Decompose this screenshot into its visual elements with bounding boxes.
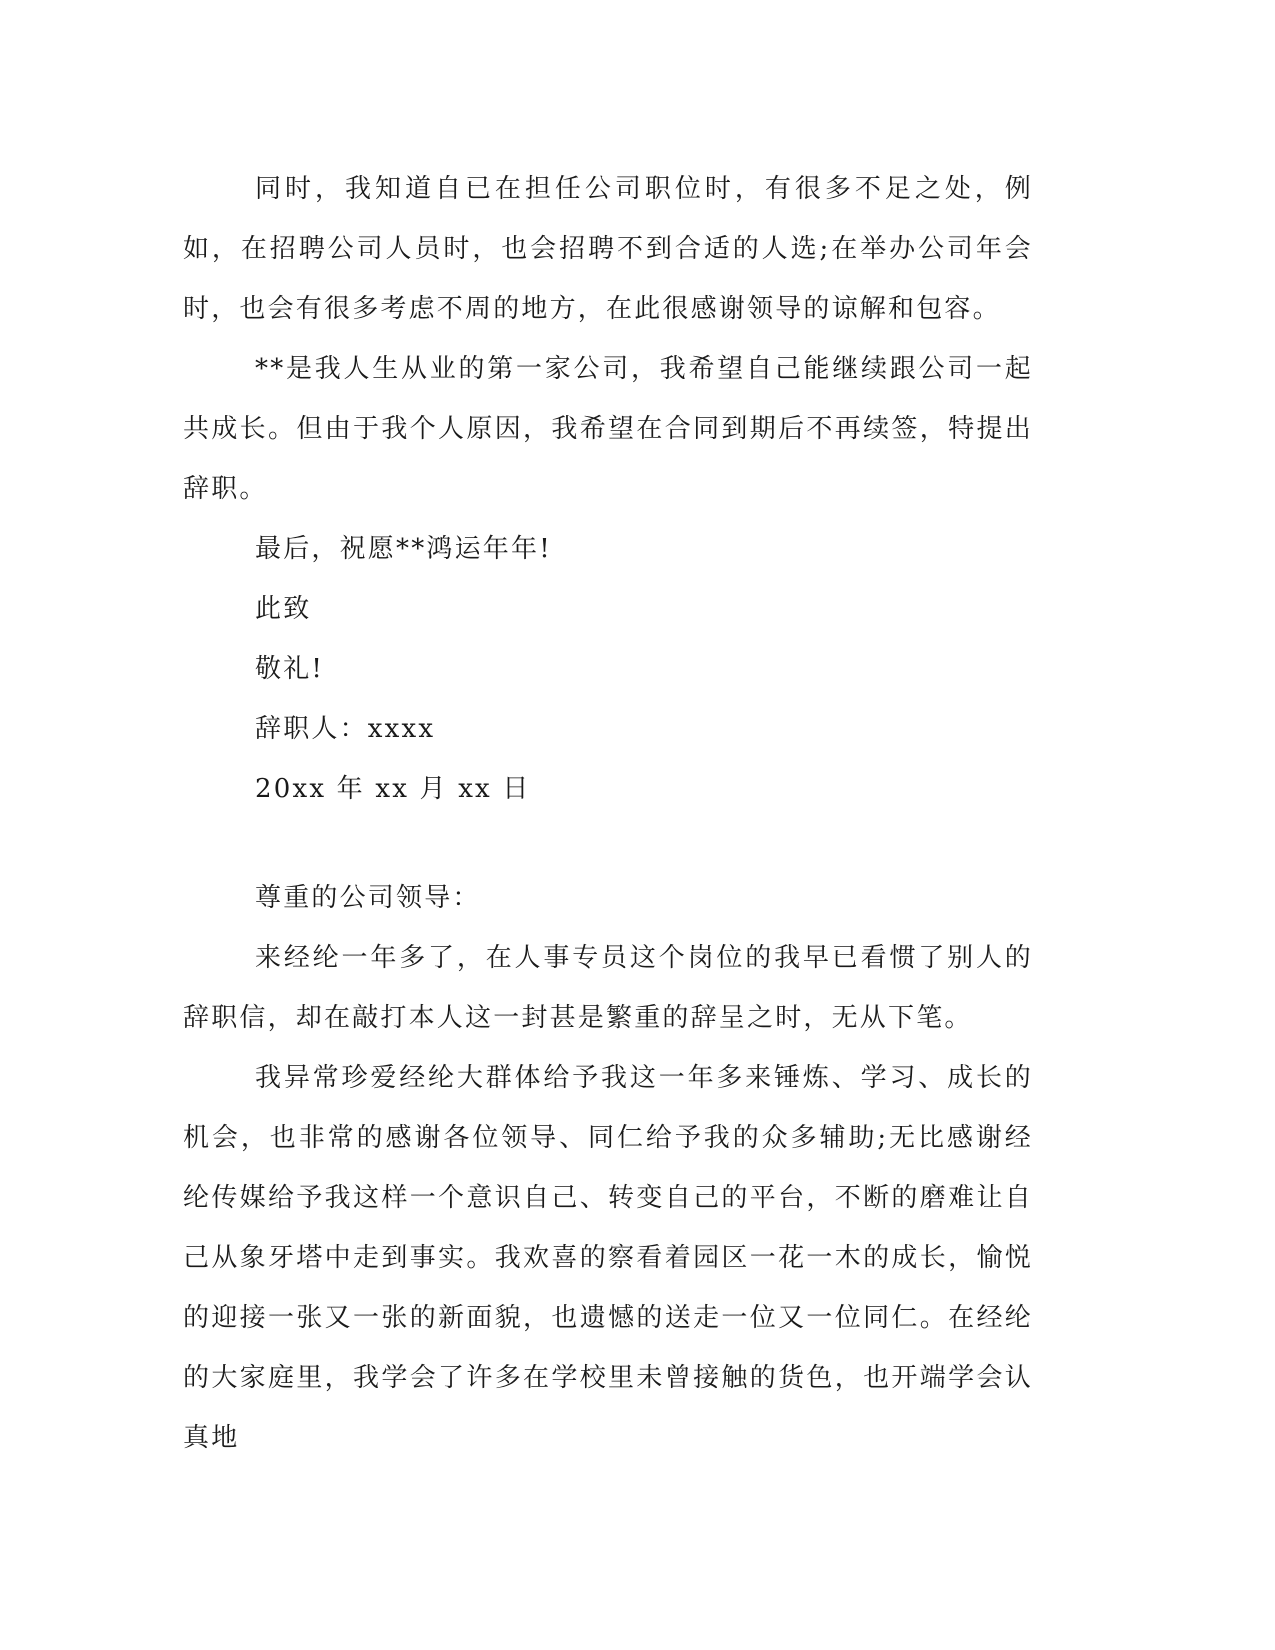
resignation-letter-next (183, 868, 1033, 1468)
closing-line: 敬礼! (255, 654, 325, 684)
blessing-line: 最后，祝愿**鸿运年年! (255, 534, 552, 564)
date-line: 20xx 年 xx 月 xx 日 (255, 774, 531, 804)
body-paragraph: 我异常珍爱经纶大群体给予我这一年多来锤炼、学习、成长的机会，也非常的感谢各位领导、同仁给予我的众多辅助;无比感谢经纶传媒给予我这样一个意识自己、转变自己的平台，不断的磨难让自己从象牙塔中走到事实。我欢喜的察看着园区一花一木的成长，愉悦的迎接一张又一张的新面貌，也遗憾的送走一位又一位同仁。在经纶的大家庭里，我学会了许多在学校里未曾接触的货色，也开端学会认真地 (183, 1063, 1033, 1453)
salutation-line: 尊重的公司领导： (255, 883, 481, 913)
closing-line: 此致 (255, 594, 312, 624)
body-paragraph: 来经纶一年多了，在人事专员这个岗位的我早已看惯了别人的辞职信，却在敲打本人这一封甚是繁重的辞呈之时，无从下笔。 (183, 943, 1033, 1033)
body-paragraph: 同时，我知道自已在担任公司职位时，有很多不足之处，例如，在招聘公司人员时，也会招聘不到合适的人选;在举办公司年会时，也会有很多考虑不周的地方，在此很感谢领导的谅解和包容。 (183, 174, 1033, 324)
body-paragraph: **是我人生从业的第一家公司，我希望自己能继续跟公司一起共成长。但由于我个人原因，我希望在合同到期后不再续签，特提出辞职。 (183, 354, 1033, 504)
signature-line: 辞职人：xxxx (255, 714, 436, 744)
resignation-letter-ending (183, 159, 1033, 819)
